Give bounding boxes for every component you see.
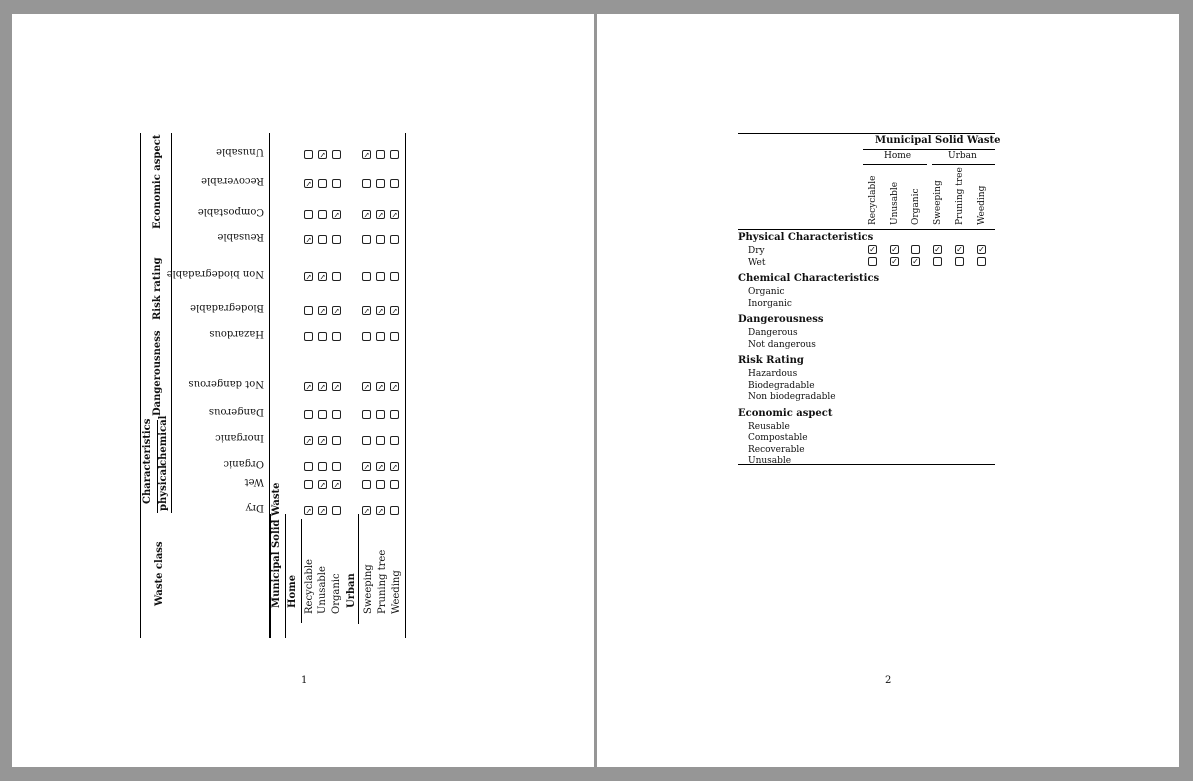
checkbox: ✓ — [333, 210, 340, 219]
page-1 — [12, 14, 594, 767]
checkbox — [933, 257, 942, 266]
checkbox — [332, 150, 341, 159]
column-header: Unusable — [317, 566, 328, 614]
checkbox — [390, 150, 399, 159]
column-header: Sweeping — [933, 180, 943, 225]
checkbox: ✓ — [391, 210, 398, 219]
row-label: Dangerous — [748, 328, 798, 338]
checkbox — [390, 436, 399, 445]
checkbox: ✓ — [319, 436, 326, 445]
row-label: Dry — [245, 502, 264, 513]
group-title: Physical Characteristics — [738, 232, 874, 243]
checkbox — [304, 480, 313, 489]
checkbox — [376, 179, 385, 188]
group-title: Economic aspect — [738, 407, 833, 419]
checkbox: ✓ — [377, 506, 384, 515]
checkbox: ✓ — [319, 150, 326, 159]
msw-header: Municipal Solid Waste — [271, 482, 282, 608]
row-label: Inorganic — [748, 298, 792, 309]
checkbox — [332, 436, 341, 445]
checkbox: ✓ — [305, 179, 312, 188]
checkbox — [390, 272, 399, 281]
checkbox: ✓ — [305, 235, 312, 244]
checkbox — [304, 332, 313, 341]
checkbox — [318, 462, 327, 471]
home-header: Home — [287, 574, 298, 608]
checkbox: ✓ — [333, 480, 340, 489]
checkbox: ✓ — [377, 306, 384, 315]
checkbox — [390, 332, 399, 341]
checkbox: ✓ — [305, 506, 312, 515]
checkbox — [376, 272, 385, 281]
checkbox: ✓ — [377, 382, 384, 391]
checkbox — [376, 410, 385, 419]
checkbox — [318, 410, 327, 419]
row-label: Biodegradable — [190, 302, 264, 313]
rule — [405, 133, 406, 638]
checkbox — [955, 257, 964, 266]
checkbox: ✓ — [305, 382, 312, 391]
physical-label: physical — [158, 465, 169, 511]
checkbox: ✓ — [363, 462, 370, 471]
dangerousness-label: Dangerousness — [152, 330, 163, 416]
rule — [863, 149, 995, 150]
row-label: Biodegradable — [748, 380, 815, 391]
checkbox — [362, 436, 371, 445]
row-label: Not dangerous — [748, 339, 816, 350]
checkbox — [977, 257, 986, 266]
checkbox: ✓ — [333, 382, 340, 391]
rule — [301, 519, 302, 623]
checkbox: ✓ — [319, 480, 326, 489]
checkbox: ✓ — [363, 382, 370, 391]
row-label: Hazardous — [748, 369, 798, 379]
rule — [285, 514, 286, 638]
checkbox — [376, 332, 385, 341]
checkbox: ✓ — [363, 150, 370, 159]
waste-class-label: Waste class — [154, 541, 165, 606]
checkbox — [332, 235, 341, 244]
rule — [358, 514, 359, 624]
checkbox: ✓ — [319, 272, 326, 281]
checkbox: ✓ — [363, 210, 370, 219]
checkbox: ✓ — [912, 256, 919, 266]
rule — [932, 164, 995, 165]
checkbox: ✓ — [333, 306, 340, 315]
rule — [140, 133, 141, 638]
row-label: Unusable — [748, 456, 792, 466]
row-label: Hazardous — [209, 328, 264, 339]
risk-rating-label: Risk rating — [152, 257, 163, 320]
column-header: Sweeping — [363, 564, 374, 614]
column-header: Pruning tree — [955, 167, 965, 225]
checkbox — [376, 436, 385, 445]
checkbox — [911, 245, 920, 254]
checkbox: ✓ — [891, 245, 898, 254]
row-label: Wet — [748, 257, 766, 268]
urban-header: Urban — [948, 151, 977, 161]
row-label: Dangerous — [208, 406, 264, 417]
checkbox — [318, 235, 327, 244]
checkbox — [390, 410, 399, 419]
column-header: Recyclable — [868, 175, 878, 225]
checkbox — [304, 462, 313, 471]
page-number: 1 — [301, 675, 308, 686]
row-label: Recoverable — [748, 444, 805, 455]
checkbox: ✓ — [377, 462, 384, 471]
checkbox — [390, 506, 399, 515]
checkbox — [390, 235, 399, 244]
rule — [738, 229, 995, 230]
characteristics-label: Characteristics — [142, 418, 153, 504]
checkbox — [376, 150, 385, 159]
row-label: Organic — [748, 287, 785, 297]
column-header: Recyclable — [304, 559, 315, 614]
checkbox — [376, 480, 385, 489]
row-label: Not dangerous — [188, 378, 264, 389]
rule — [863, 164, 927, 165]
group-title: Risk Rating — [738, 355, 804, 366]
checkbox: ✓ — [869, 245, 876, 254]
home-header: Home — [884, 151, 912, 161]
checkbox: ✓ — [363, 306, 370, 315]
checkbox — [362, 235, 371, 244]
checkbox — [390, 179, 399, 188]
checkbox: ✓ — [391, 306, 398, 315]
checkbox: ✓ — [363, 506, 370, 515]
checkbox — [332, 462, 341, 471]
checkbox — [304, 410, 313, 419]
rule — [738, 133, 995, 134]
column-header: Weeding — [391, 570, 402, 614]
row-label: Inorganic — [215, 432, 264, 443]
column-header: Pruning tree — [377, 549, 388, 614]
economic-aspect-label: Economic aspect — [152, 134, 163, 229]
checkbox — [304, 150, 313, 159]
checkbox: ✓ — [891, 256, 898, 266]
checkbox — [332, 506, 341, 515]
page-number: 2 — [885, 675, 892, 686]
checkbox: ✓ — [978, 245, 985, 254]
checkbox — [868, 257, 877, 266]
row-label: Non biodegradable — [166, 268, 264, 279]
checkbox — [390, 480, 399, 489]
checkbox — [332, 410, 341, 419]
checkbox: ✓ — [305, 272, 312, 281]
urban-header: Urban — [346, 573, 357, 608]
row-label: Recoverable — [201, 175, 264, 186]
checkbox: ✓ — [377, 210, 384, 219]
row-label: Compostable — [197, 206, 264, 217]
checkbox — [362, 272, 371, 281]
checkbox: ✓ — [934, 245, 941, 254]
checkbox — [304, 210, 313, 219]
row-label: Wet — [244, 476, 264, 487]
checkbox — [318, 210, 327, 219]
row-label: Non biodegradable — [748, 392, 836, 402]
group-title: Chemical Characteristics — [738, 273, 880, 284]
checkbox — [362, 410, 371, 419]
row-label: Unusable — [216, 146, 264, 157]
column-header: Unusable — [890, 181, 900, 225]
checkbox — [304, 306, 313, 315]
row-label: Dry — [748, 246, 765, 256]
rule — [738, 464, 995, 465]
checkbox: ✓ — [391, 382, 398, 391]
checkbox — [376, 235, 385, 244]
group-title: Dangerousness — [738, 314, 824, 325]
checkbox: ✓ — [319, 506, 326, 515]
row-label: Organic — [223, 458, 264, 469]
row-label: Compostable — [748, 433, 808, 443]
checkbox: ✓ — [391, 462, 398, 471]
checkbox — [362, 179, 371, 188]
checkbox: ✓ — [956, 245, 963, 254]
column-header: Weeding — [977, 185, 987, 225]
checkbox — [332, 332, 341, 341]
column-header: Organic — [331, 573, 342, 614]
chemical-label: chemical — [158, 415, 169, 466]
row-label: Reusable — [217, 231, 264, 242]
rule — [171, 133, 172, 513]
checkbox — [318, 332, 327, 341]
column-header: Organic — [911, 188, 921, 225]
row-label: Reusable — [748, 421, 790, 432]
page-2 — [597, 14, 1179, 767]
msw-header: Municipal Solid Waste — [875, 135, 1001, 146]
checkbox — [318, 179, 327, 188]
checkbox — [362, 480, 371, 489]
checkbox: ✓ — [319, 382, 326, 391]
checkbox — [332, 179, 341, 188]
checkbox — [332, 272, 341, 281]
checkbox: ✓ — [319, 306, 326, 315]
checkbox: ✓ — [305, 436, 312, 445]
checkbox — [362, 332, 371, 341]
